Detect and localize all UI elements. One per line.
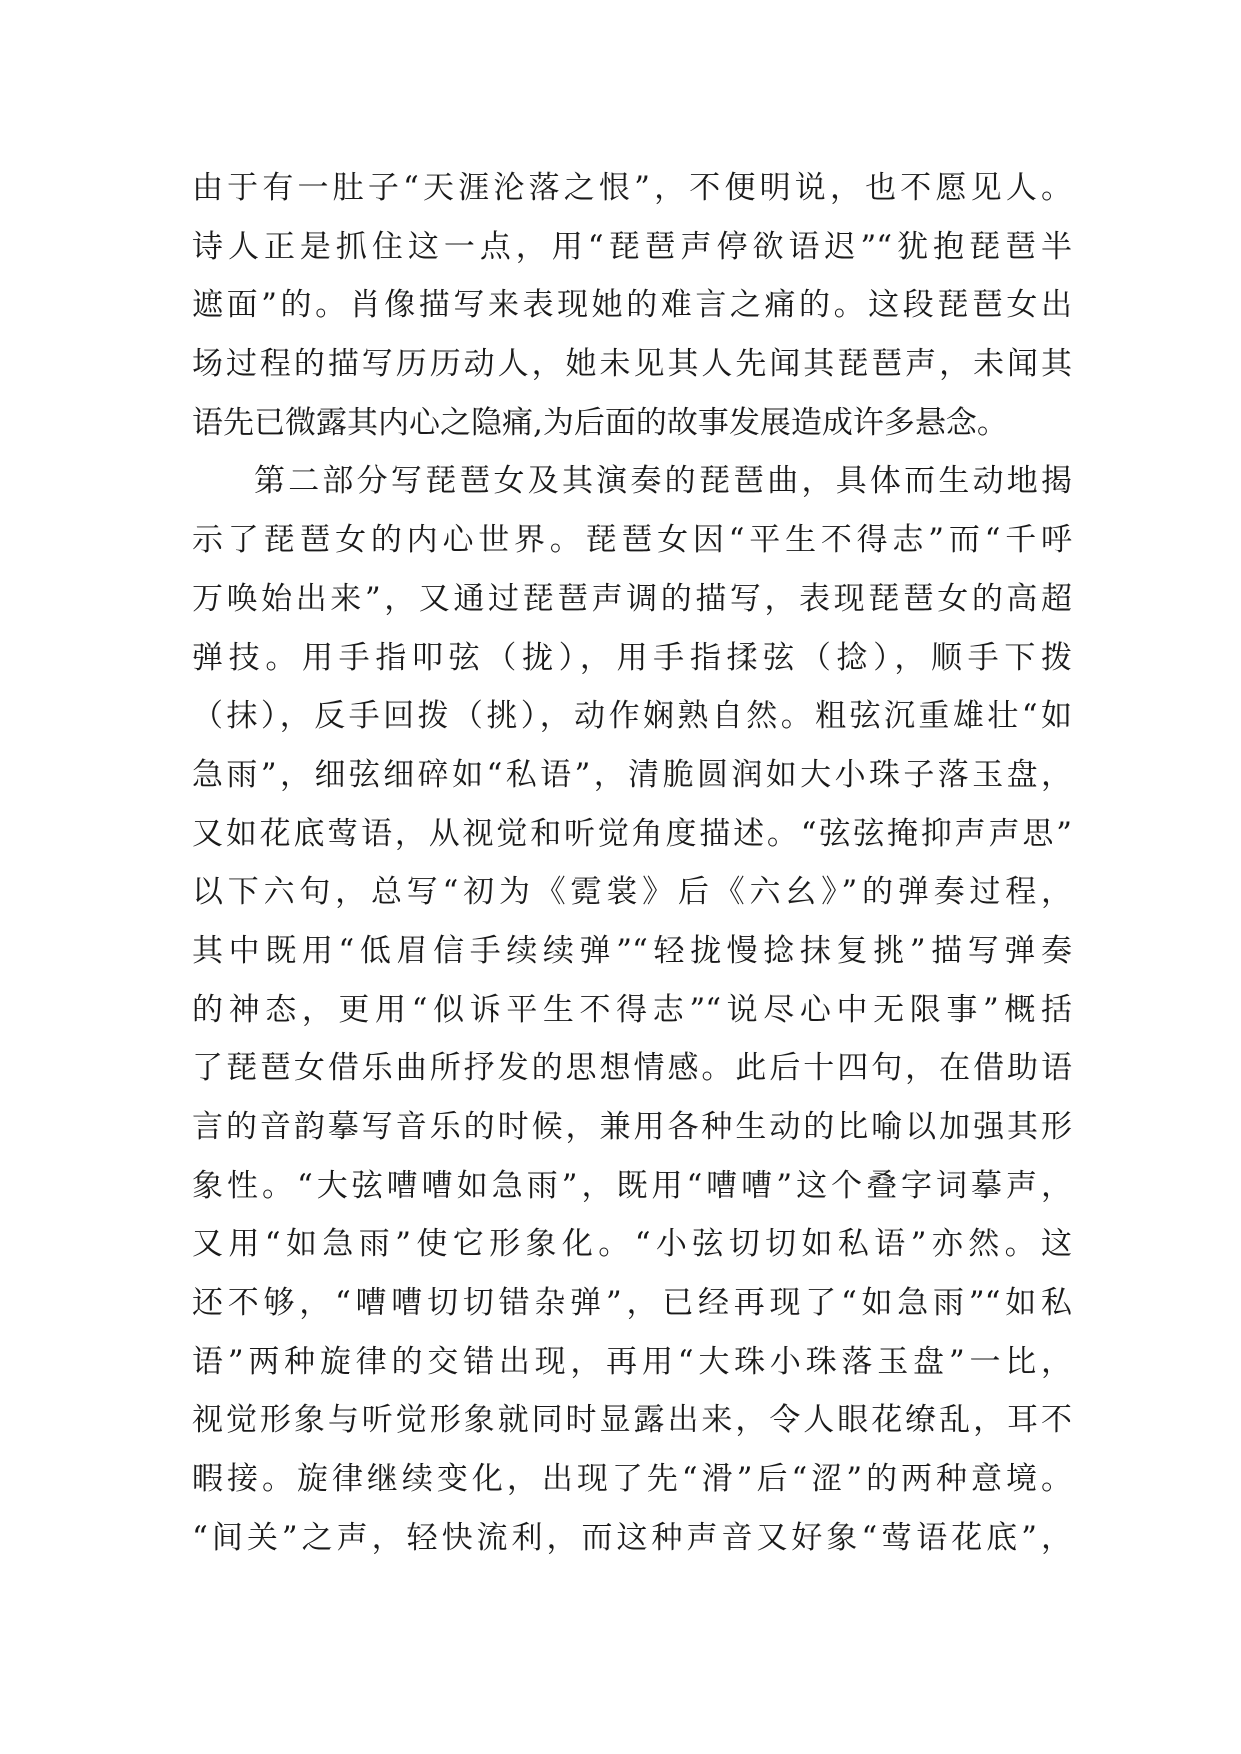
text-line: 的神态，更用“似诉平生不得志”“说尽心中无限事”概括 [192,991,1072,1028]
text-line: 了琵琶女借乐曲所抒发的思想情感。此后十四句，在借助语 [192,1050,1072,1087]
text-line: 又用“如急雨”使它形象化。“小弦切切如私语”亦然。这 [192,1226,1072,1263]
text-line: 暇接。旋律继续变化，出现了先“滑”后“涩”的两种意境。 [192,1461,1072,1498]
text-line: 其中既用“低眉信手续续弹”“轻拢慢捻抹复挑”描写弹奏 [192,932,1072,969]
text-line: “间关”之声，轻快流利，而这种声音又好象“莺语花底”， [192,1519,1072,1556]
text-line: 还不够，“嘈嘈切切错杂弹”，已经再现了“如急雨”“如私 [192,1285,1072,1322]
text-line: 以下六句，总写“初为《霓裳》后《六幺》”的弹奏过程， [192,874,1072,911]
text-line: （抹），反手回拨（挑），动作娴熟自然。粗弦沉重雄壮“如 [192,698,1072,735]
text-line: 诗人正是抓住这一点，用“琵琶声停欲语迟”“犹抱琵琶半 [192,228,1072,265]
text-line: 语”两种旋律的交错出现，再用“大珠小珠落玉盘”一比， [192,1343,1072,1380]
text-line: 语先已微露其内心之隐痛,为后面的故事发展造成许多悬念。 [192,404,1008,441]
text-line: 示了琵琶女的内心世界。琵琶女因“平生不得志”而“千呼 [192,522,1072,559]
text-line: 象性。“大弦嘈嘈如急雨”，既用“嘈嘈”这个叠字词摹声， [192,1167,1072,1204]
text-line: 言的音韵摹写音乐的时候，兼用各种生动的比喻以加强其形 [192,1109,1072,1145]
text-line: 万唤始出来”，又通过琵琶声调的描写，表现琵琶女的高超 [192,580,1072,617]
text-line: 视觉形象与听觉形象就同时显露出来，令人眼花缭乱，耳不 [192,1402,1072,1439]
text-line: 又如花底莺语，从视觉和听觉角度描述。“弦弦掩抑声声思” [192,815,1072,852]
text-line: 弹技。用手指叩弦（拢），用手指揉弦（捻），顺手下拨 [192,639,1072,676]
body-text [192,159,1072,1568]
text-line: 第二部分写琵琶女及其演奏的琵琶曲，具体而生动地揭 [254,463,1072,500]
text-line: 由于有一肚子“天涯沦落之恨”，不便明说，也不愿见人。 [192,170,1072,206]
text-line: 场过程的描写历历动人，她未见其人先闻其琵琶声，未闻其 [192,346,1072,383]
text-line: 急雨”，细弦细碎如“私语”，清脆圆润如大小珠子落玉盘， [192,756,1072,793]
text-line: 遮面”的。肖像描写来表现她的难言之痛的。这段琵琶女出 [192,287,1072,324]
